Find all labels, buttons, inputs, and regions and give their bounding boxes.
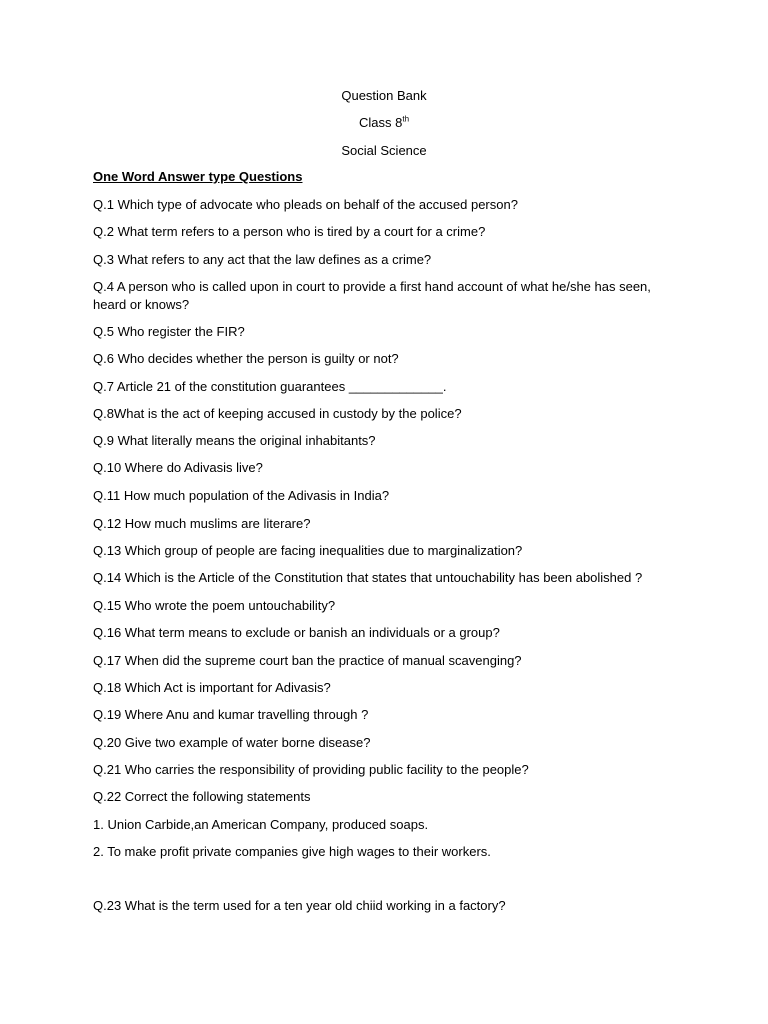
question-item: Q.3 What refers to any act that the law defines as a crime? — [93, 252, 432, 267]
subject-label: Social Science — [341, 143, 427, 158]
question-item: Q.13 Which group of people are facing inequalities due to marginalization? — [93, 543, 523, 558]
question-item: Q.14 Which is the Article of the Constitution that states that untouchability has been abolished ? — [93, 570, 643, 585]
question-item: Q.21 Who carries the responsibility of providing public facility to the people? — [93, 762, 529, 777]
question-item: Q.11 How much population of the Adivasis in India? — [93, 488, 390, 503]
class-suffix: th — [402, 114, 410, 124]
question-item: Q.6 Who decides whether the person is guilty or not? — [93, 351, 399, 366]
document-title: Question Bank — [341, 88, 427, 103]
statement-item: 1. Union Carbide,an American Company, produced soaps. — [93, 817, 429, 832]
question-item: Q.8What is the act of keeping accused in custody by the police? — [93, 406, 462, 421]
section-heading: One Word Answer type Questions — [93, 169, 303, 184]
class-prefix: Class 8 — [358, 115, 403, 130]
question-item: Q.20 Give two example of water borne disease? — [93, 735, 371, 750]
question-item: Q.17 When did the supreme court ban the practice of manual scavenging? — [93, 653, 522, 668]
question-item: Q.7 Article 21 of the constitution guarantees _____________. — [93, 379, 447, 394]
question-item: Q.22 Correct the following statements — [93, 789, 311, 804]
question-item: Q.1 Which type of advocate who pleads on behalf of the accused person? — [93, 197, 518, 212]
question-item: Q.9 What literally means the original inhabitants? — [93, 433, 376, 448]
question-item: Q.16 What term means to exclude or banish an individuals or a group? — [93, 625, 500, 640]
question-item: Q.2 What term refers to a person who is tired by a court for a crime? — [93, 224, 486, 239]
question-item: Q.10 Where do Adivasis live? — [93, 460, 263, 475]
question-item: Q.18 Which Act is important for Adivasis? — [93, 680, 331, 695]
class-label — [0, 114, 768, 132]
question-item: Q.19 Where Anu and kumar travelling through ? — [93, 707, 369, 722]
question-item: Q.5 Who register the FIR? — [93, 324, 245, 339]
question-item: Q.23 What is the term used for a ten year old chiid working in a factory? — [93, 898, 506, 913]
statement-item: 2. To make profit private companies give high wages to their workers. — [93, 844, 491, 859]
question-item: Q.15 Who wrote the poem untouchability? — [93, 598, 336, 613]
question-item: Q.12 How much muslims are literare? — [93, 516, 311, 531]
question-item: Q.4 A person who is called upon in court to provide a first hand account of what he/she has seen, heard or knows? — [93, 279, 651, 312]
